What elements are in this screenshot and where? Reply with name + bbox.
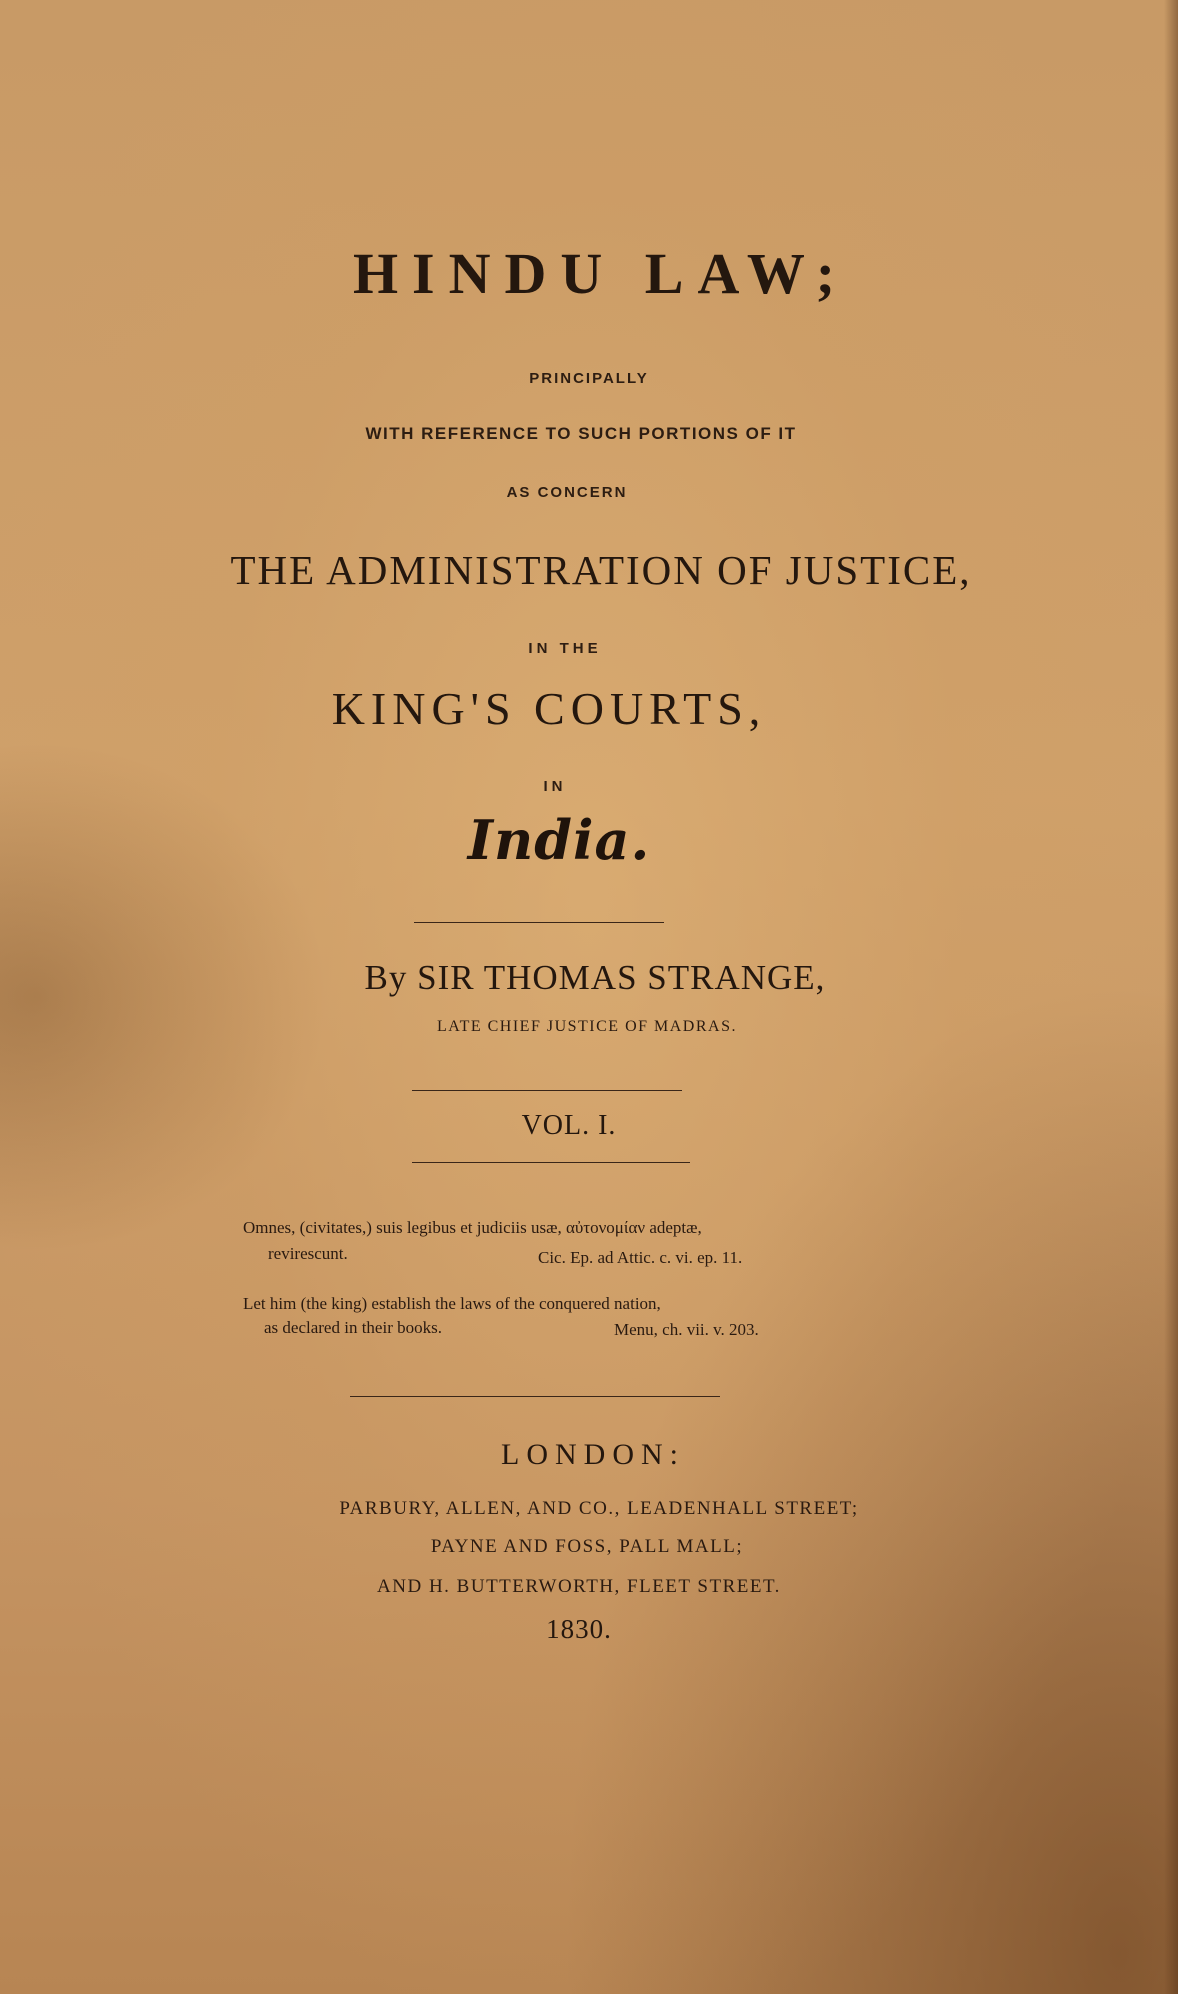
place-india: India. (467, 808, 651, 872)
subtitle-in: IN (543, 778, 567, 795)
subtitle-courts: KING'S COURTS, (331, 683, 767, 734)
imprint-year: 1830. (546, 1614, 612, 1644)
divider-rule (350, 1396, 720, 1397)
epigraph-2-line-1: Let him (the king) establish the laws of the conquered nation, (243, 1294, 661, 1313)
epigraph-1-line-2: revirescunt. (268, 1244, 348, 1263)
divider-rule (414, 922, 664, 923)
author-line (6, 958, 1178, 998)
subtitle-in-the: IN THE (528, 640, 602, 657)
epigraph-1-source: Cic. Ep. ad Attic. c. vi. ep. 11. (538, 1248, 743, 1267)
subtitle-as-concern: AS CONCERN (506, 484, 628, 501)
imprint-publisher-1: PARBURY, ALLEN, AND CO., LEADENHALL STREET; (339, 1498, 859, 1519)
imprint-city: LONDON: (501, 1438, 685, 1471)
imprint-publisher-2: PAYNE AND FOSS, PALL MALL; (430, 1536, 744, 1557)
volume-label: VOL. I. (521, 1110, 617, 1141)
author-by: By (364, 958, 408, 997)
imprint-publisher-3: AND H. BUTTERWORTH, FLEET STREET. (377, 1576, 781, 1597)
divider-rule (412, 1090, 682, 1091)
subtitle-administration: THE ADMINISTRATION OF JUSTICE, (230, 547, 972, 593)
book-title: HINDU LAW; (352, 241, 850, 306)
subtitle-principally: PRINCIPALLY (529, 370, 649, 387)
subtitle-reference: WITH REFERENCE TO SUCH PORTIONS OF IT (365, 424, 797, 443)
epigraph-2-line-2: as declared in their books. (264, 1318, 442, 1337)
author-role: LATE CHIEF JUSTICE OF MADRAS. (437, 1018, 737, 1035)
epigraph-1-line-1: Omnes, (civitates,) suis legibus et judiciis usæ, αὐτονομίαν adeptæ, (243, 1218, 702, 1237)
divider-rule (412, 1162, 690, 1163)
author-name: SIR THOMAS STRANGE, (417, 958, 826, 997)
epigraph-2-source: Menu, ch. vii. v. 203. (614, 1320, 759, 1339)
